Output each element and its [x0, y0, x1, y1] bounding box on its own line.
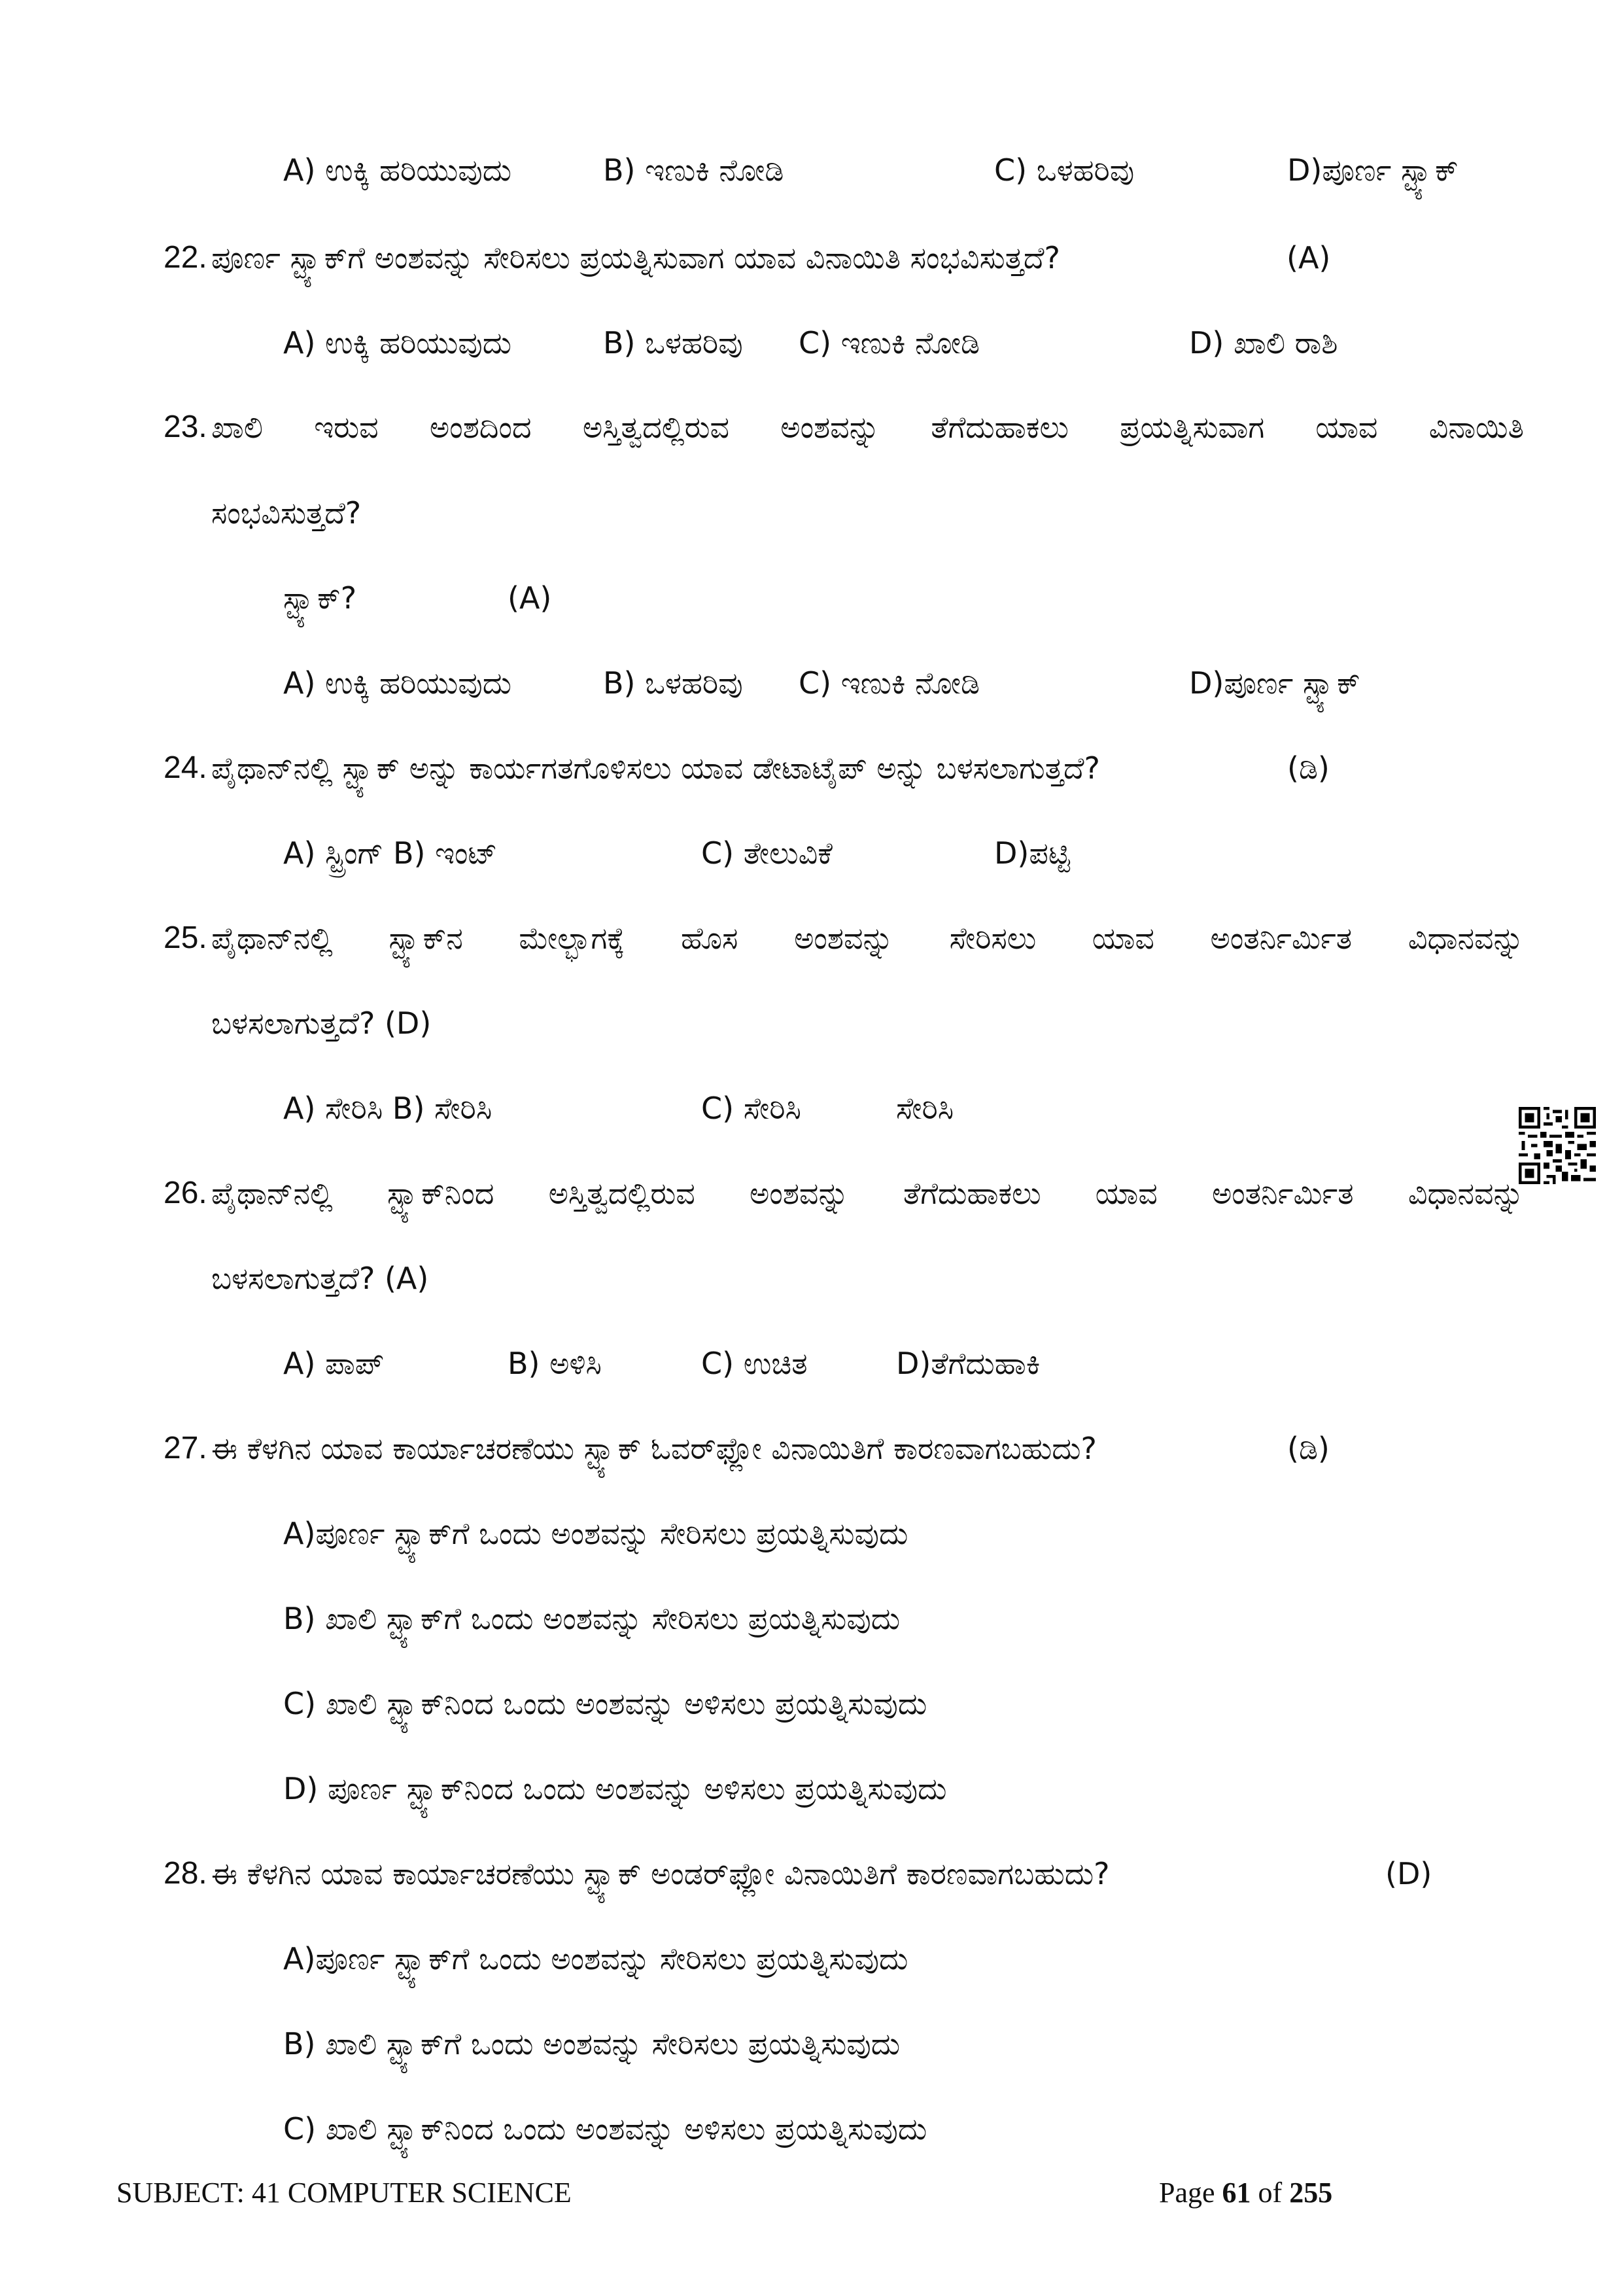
question-text: ಪೈಥಾನ್‌ನಲ್ಲಿ ಸ್ಟ್ಯಾಕ್ ಅನ್ನು ಕಾರ್ಯಗತಗೊಳಿಸಲು ಯಾವ ಡೇಟಾಟೈಪ್ ಅನ್ನು ಬಳಸಲಾಗುತ್ತದೆ?: [211, 750, 1100, 786]
option-b: B) ಖಾಲಿ ಸ್ಟ್ಯಾಕ್‌ಗೆ ಒಂದು ಅಂಶವನ್ನು ಸೇರಿಸಲು ಪ್ರಯತ್ನಿಸುವುದು: [283, 2026, 901, 2061]
word: ತೆಗೆದುಹಾಕಲು: [931, 410, 1069, 445]
footer-page: [1159, 2176, 1332, 2209]
question-number: 28.: [164, 1856, 207, 1891]
option-d: D)ಪೂರ್ಣ ಸ್ಟ್ಯಾಕ್: [1287, 152, 1459, 188]
option-a: A)ಪೂರ್ಣ ಸ್ಟ್ಯಾಕ್‌ಗೆ ಒಂದು ಅಂಶವನ್ನು ಸೇರಿಸಲು ಪ್ರಯತ್ನಿಸುವುದು: [283, 1941, 908, 1976]
word: ಯಾವ: [1092, 920, 1154, 956]
option-c: C) ಸೇರಿಸಿ: [701, 1091, 801, 1126]
option-a: A) ಪಾಪ್: [283, 1346, 385, 1381]
extra-text: ಸ್ಟ್ಯಾಕ್?: [283, 580, 357, 616]
word: ವಿನಾಯಿತಿ: [1428, 410, 1524, 445]
option-ab: A) ಸೇರಿಸಿ B) ಸೇರಿಸಿ: [283, 1091, 492, 1126]
word: ಪೈಥಾನ್‌ನಲ್ಲಿ: [211, 920, 333, 956]
option-b: B) ಅಳಿಸಿ: [508, 1346, 602, 1381]
question-text: ಬಳಸಲಾಗುತ್ತದೆ? (A): [211, 1261, 429, 1296]
option-c: C) ಉಚಿತ: [701, 1346, 808, 1381]
answer-key: (D): [1385, 1856, 1432, 1891]
option-c: C) ಇಣುಕಿ ನೋಡಿ: [799, 665, 980, 701]
answer-key: (A): [1287, 240, 1331, 275]
option-a: A)ಪೂರ್ಣ ಸ್ಟ್ಯಾಕ್‌ಗೆ ಒಂದು ಅಂಶವನ್ನು ಸೇರಿಸಲು ಪ್ರಯತ್ನಿಸುವುದು: [283, 1516, 908, 1551]
answer-key: (ಡಿ): [1287, 1431, 1330, 1466]
word: ಸ್ಟ್ಯಾಕ್‌ನಿಂದ: [387, 1176, 494, 1211]
page-number: 61: [1222, 2177, 1251, 2209]
question-text-justified: [211, 1174, 1524, 1213]
word: ಅಸ್ತಿತ್ವದಲ್ಲಿರುವ: [548, 1176, 695, 1211]
word: ಮೇಲ್ಭಾಗಕ್ಕೆ: [519, 920, 625, 956]
option-d: D)ಪೂರ್ಣ ಸ್ಟ್ಯಾಕ್: [1189, 665, 1360, 701]
option-a: A) ಉಕ್ಕಿ ಹರಿಯುವುದು: [283, 665, 512, 701]
question-number: 26.: [164, 1176, 207, 1210]
option-b: B) ಇಣುಕಿ ನೋಡಿ: [603, 152, 784, 188]
footer-subject: SUBJECT: 41 COMPUTER SCIENCE: [116, 2177, 572, 2209]
option-b: B) ಒಳಹರಿವು: [603, 665, 743, 701]
word: ಅಂತರ್ನಿರ್ಮಿತ: [1210, 920, 1353, 956]
question-number: 24.: [164, 750, 207, 785]
word: ಖಾಲಿ: [211, 410, 264, 445]
page-of-label: of: [1251, 2177, 1290, 2209]
question-text: ಈ ಕೆಳಗಿನ ಯಾವ ಕಾರ್ಯಾಚರಣೆಯು ಸ್ಟ್ಯಾಕ್ ಓವರ್‌ಫ್ಲೋ ವಿನಾಯಿತಿಗೆ ಕಾರಣವಾಗಬಹುದು?: [211, 1431, 1097, 1466]
word: ಸೇರಿಸಲು: [949, 920, 1037, 956]
option-b: B) ಖಾಲಿ ಸ್ಟ್ಯಾಕ್‌ಗೆ ಒಂದು ಅಂಶವನ್ನು ಸೇರಿಸಲು ಪ್ರಯತ್ನಿಸುವುದು: [283, 1601, 901, 1636]
word: ಅಸ್ತಿತ್ವದಲ್ಲಿರುವ: [582, 410, 730, 445]
option-c: C) ತೇಲುವಿಕೆ: [701, 835, 833, 871]
word: ಅಂಶವನ್ನು: [794, 920, 893, 956]
option-d: D)ತೆಗೆದುಹಾಕಿ: [896, 1346, 1041, 1381]
option-ab: A) ಸ್ಟ್ರಿಂಗ್ B) ಇಂಟ್: [283, 835, 498, 871]
word: ಯಾವ: [1095, 1176, 1158, 1211]
question-number: 23.: [164, 410, 207, 444]
question-text: ಈ ಕೆಳಗಿನ ಯಾವ ಕಾರ್ಯಾಚರಣೆಯು ಸ್ಟ್ಯಾಕ್ ಅಂಡರ್‌ಫ್ಲೋ ವಿನಾಯಿತಿಗೆ ಕಾರಣವಾಗಬಹುದು?: [211, 1856, 1110, 1891]
question-number: 27.: [164, 1431, 207, 1465]
question-number: 25.: [164, 920, 207, 955]
option-a: A) ಉಕ್ಕಿ ಹರಿಯುವುದು: [283, 152, 512, 188]
word: ಪೈಥಾನ್‌ನಲ್ಲಿ: [211, 1176, 333, 1211]
word: ವಿಧಾನವನ್ನು: [1408, 1176, 1524, 1211]
option-d: D)ಪಟ್ಟಿ: [994, 835, 1071, 871]
word: ಸ್ಟ್ಯಾಕ್‌ನ: [389, 920, 463, 956]
word: ವಿಧಾನವನ್ನು: [1408, 920, 1524, 956]
answer-key: (ಡಿ): [1287, 750, 1330, 786]
word: ಅಂಶದಿಂದ: [429, 410, 532, 445]
option-c: C) ಖಾಲಿ ಸ್ಟ್ಯಾಕ್‌ನಿಂದ ಒಂದು ಅಂಶವನ್ನು ಅಳಿಸಲು ಪ್ರಯತ್ನಿಸುವುದು: [283, 2111, 927, 2146]
question-number: 22.: [164, 240, 207, 275]
answer-key: (A): [508, 580, 552, 616]
question-text-justified: [211, 919, 1524, 958]
page-total: 255: [1289, 2177, 1333, 2209]
word: ತೆಗೆದುಹಾಕಲು: [903, 1176, 1041, 1211]
word: ಹೊಸ: [680, 920, 738, 956]
option-a: A) ಉಕ್ಕಿ ಹರಿಯುವುದು: [283, 325, 512, 360]
option-d: D) ಪೂರ್ಣ ಸ್ಟ್ಯಾಕ್‌ನಿಂದ ಒಂದು ಅಂಶವನ್ನು ಅಳಿಸಲು ಪ್ರಯತ್ನಿಸುವುದು: [283, 1771, 947, 1806]
option-c: C) ಒಳಹರಿವು: [994, 152, 1135, 188]
option-d: ಸೇರಿಸಿ: [896, 1091, 954, 1126]
option-c: C) ಇಣುಕಿ ನೋಡಿ: [799, 325, 980, 360]
word: ಪ್ರಯತ್ನಿಸುವಾಗ: [1120, 410, 1265, 445]
word: ಯಾವ: [1315, 410, 1378, 445]
option-b: B) ಒಳಹರಿವು: [603, 325, 743, 360]
question-text: ಪೂರ್ಣ ಸ್ಟ್ಯಾಕ್‌ಗೆ ಅಂಶವನ್ನು ಸೇರಿಸಲು ಪ್ರಯತ್ನಿಸುವಾಗ ಯಾವ ವಿನಾಯಿತಿ ಸಂಭವಿಸುತ್ತದೆ?: [211, 240, 1060, 275]
word: ಅಂಶವನ್ನು: [780, 410, 880, 445]
word: ಅಂತರ್ನಿರ್ಮಿತ: [1211, 1176, 1354, 1211]
question-text: ಬಳಸಲಾಗುತ್ತದೆ? (D): [211, 1006, 432, 1041]
option-c: C) ಖಾಲಿ ಸ್ಟ್ಯಾಕ್‌ನಿಂದ ಒಂದು ಅಂಶವನ್ನು ಅಳಿಸಲು ಪ್ರಯತ್ನಿಸುವುದು: [283, 1686, 927, 1721]
qr-code-icon: [1519, 1107, 1596, 1184]
question-text: ಸಂಭವಿಸುತ್ತದೆ?: [211, 495, 362, 531]
question-text-justified: [211, 408, 1524, 447]
page-label: Page: [1159, 2177, 1222, 2209]
option-d: D) ಖಾಲಿ ರಾಶಿ: [1189, 325, 1338, 360]
word: ಅಂಶವನ್ನು: [750, 1176, 849, 1211]
word: ಇರುವ: [314, 410, 379, 445]
